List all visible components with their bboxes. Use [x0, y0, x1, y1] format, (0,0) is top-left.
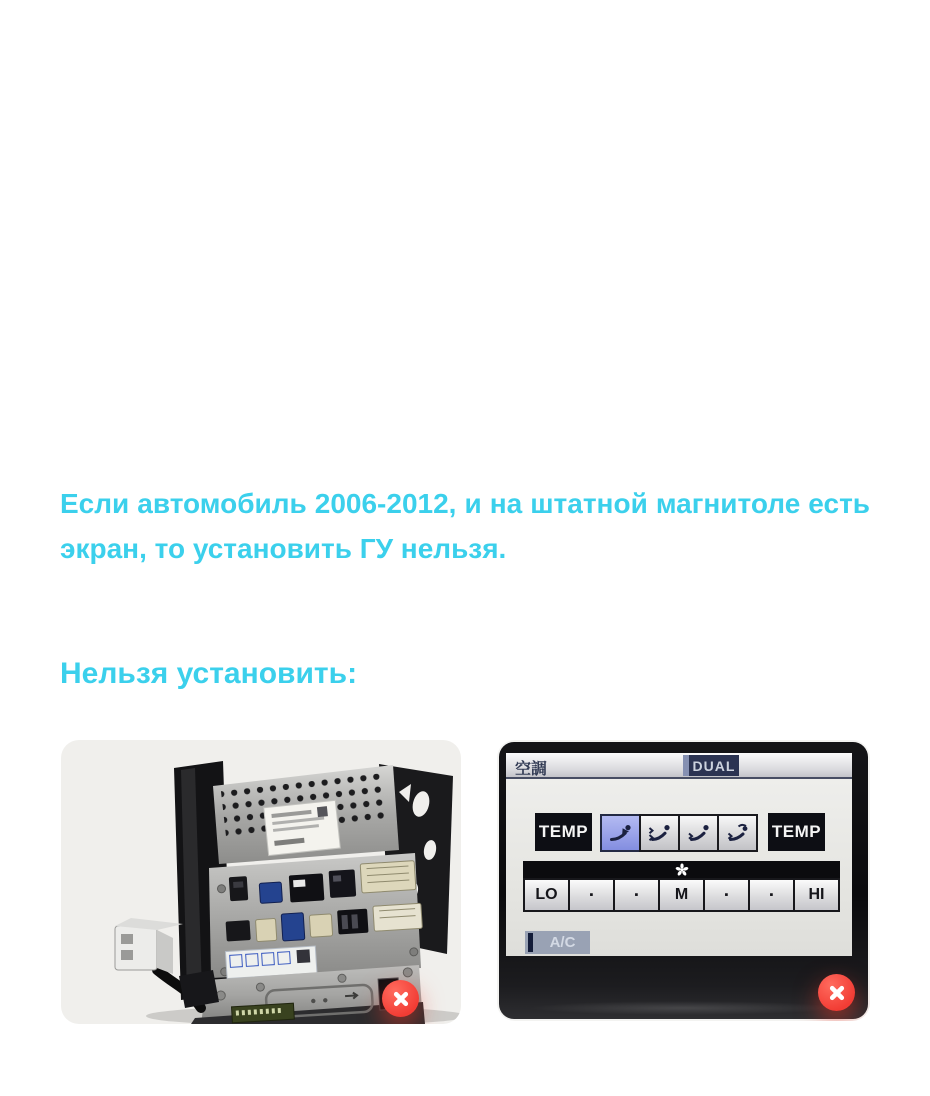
note-cannot-install: Если автомобиль 2006-2012, и на штатной магнитоле есть экран, то установить ГУ нельзя.	[60, 488, 870, 564]
fan-speed-bar	[523, 861, 840, 878]
head-unit-photo	[61, 740, 461, 1024]
climate-screen-photo	[497, 740, 870, 1021]
divider	[60, 617, 870, 618]
fan-icon	[675, 863, 689, 877]
fan-medium-button: M	[658, 878, 705, 912]
divider	[60, 172, 870, 173]
zone-label: 空調	[515, 761, 548, 778]
fan-step-button: ▪	[568, 878, 615, 912]
fan-step-button: ▪	[613, 878, 660, 912]
note-can-install-no-screen: Если автомобиль 2006-2012, и на штатной магнитоле нет экрана, то можно установить ГУ.	[60, 214, 870, 290]
air-to-feet-icon	[678, 814, 719, 852]
example-images	[61, 740, 870, 1024]
fan-step-button: ▪	[748, 878, 795, 912]
notes-block	[0, 207, 930, 571]
ac-button: A/C	[525, 931, 590, 954]
warning-triangle-icon	[812, 66, 870, 125]
fan-speed-buttons	[523, 878, 840, 912]
air-feet-and-windshield-icon	[717, 814, 758, 852]
section-subtitle: Нельзя установить:	[60, 657, 358, 690]
page-title: Внимание!	[60, 54, 374, 119]
note-can-install-2006-2009: Если автомобиль 2006-2009, и на штатной магнитоле есть экран, то можно установить ГУ.	[60, 351, 870, 427]
climate-screen	[506, 753, 852, 956]
air-face-and-feet-icon	[639, 814, 680, 852]
not-allowed-icon	[382, 980, 419, 1017]
temp-left-button: TEMP	[535, 813, 592, 851]
fan-step-button: ▪	[703, 878, 750, 912]
air-to-face-icon	[600, 814, 641, 852]
not-allowed-icon	[818, 974, 855, 1011]
fan-lo-button: LO	[523, 878, 570, 912]
header	[0, 0, 930, 125]
fan-hi-button: HI	[793, 878, 840, 912]
screen-topbar	[506, 753, 852, 779]
temp-right-button: TEMP	[768, 813, 825, 851]
airflow-mode-buttons	[600, 814, 758, 852]
dual-button: DUAL	[683, 755, 739, 776]
